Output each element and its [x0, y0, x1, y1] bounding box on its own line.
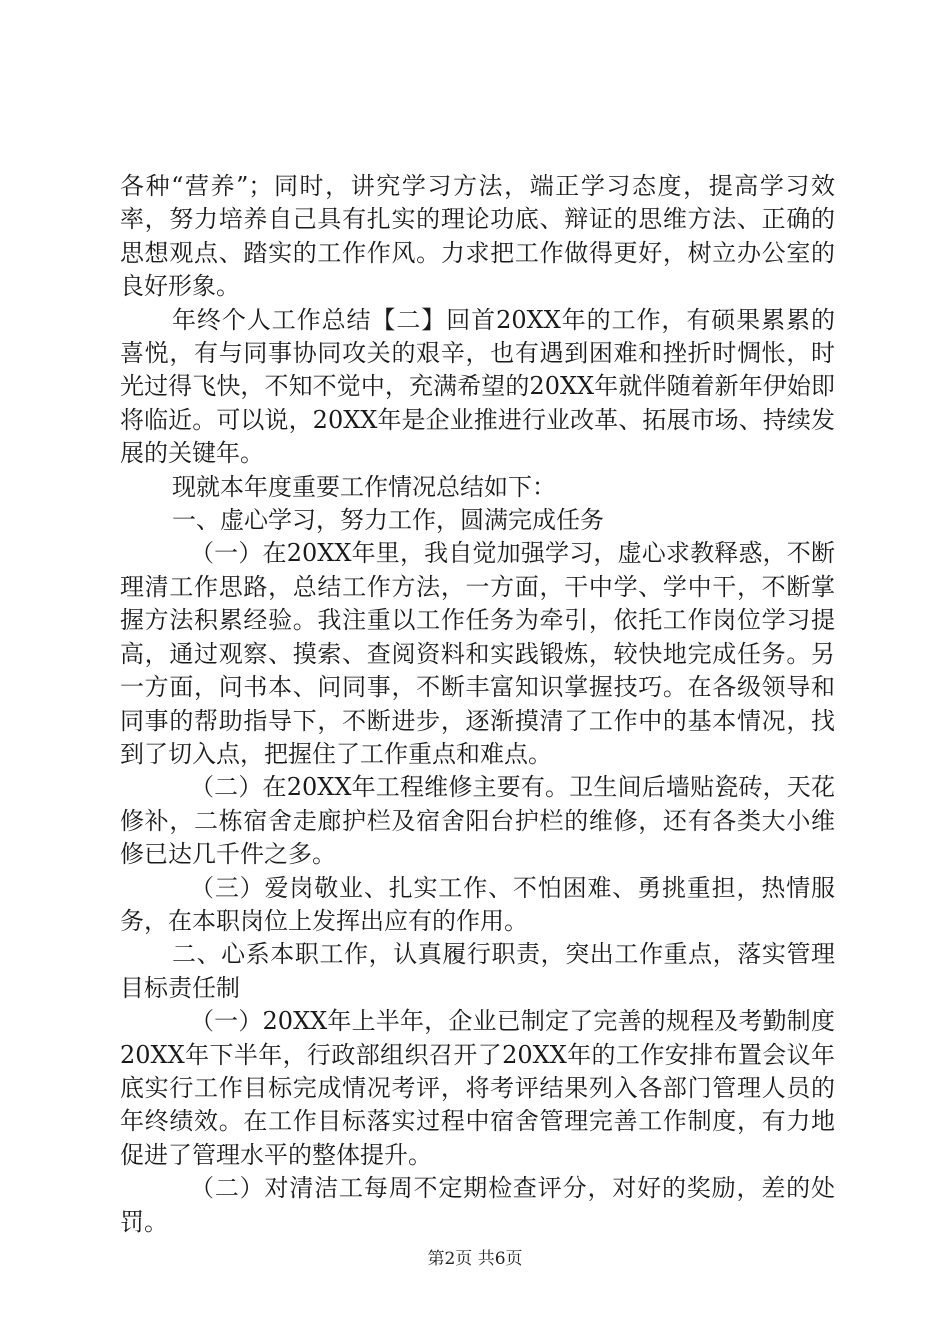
paragraph-section-one-item-three: （三）爱岗敬业、扎实工作、不怕困难、勇挑重担，热情服务，在本职岗位上发挥出应有的作用。 [120, 873, 835, 935]
paragraph-section-two-item-two: （二）对清洁工每周不定期检查评分，对好的奖励，差的处罚。 [120, 1174, 835, 1236]
paragraph-section-one-item-one: （一）在20XX年里，我自觉加强学习，虚心求教释惑，不断理清工作思路，总结工作方法，一方面，干中学、学中干，不断掌握方法积累经验。我注重以工作任务为牵引，依托工作岗位学习提高，通过观察、摸索、查阅资料和实践锻炼，较快地完成任务。另一方面，问书本、问同事，不断丰富知识掌握技巧。在各级领导和同事的帮助指导下，不断进步，逐渐摸清了工作中的基本情况，找到了切入点，把握住了工作重点和难点。 [120, 539, 835, 768]
paragraph-section-two-item-one: （一）20XX年上半年，企业已制定了完善的规程及考勤制度20XX年下半年，行政部组织召开了20XX年的工作安排布置会议年底实行工作目标完成情况考评，将考评结果列入各部门管理人员的年终绩效。在工作目标落实过程中宿舍管理完善工作制度，有力地促进了管理水平的整体提升。 [120, 1007, 835, 1169]
heading-section-one: 一、虚心学习，努力工作，圆满完成任务 [172, 506, 604, 535]
paragraph-nutrition-continuation: 各种“营养”；同时，讲究学习方法，端正学习态度，提高学习效率，努力培养自己具有扎实的理论功底、辩证的思维方法、正确的思想观点、踏实的工作作风。力求把工作做得更好，树立办公室的良好形象。 [120, 172, 835, 301]
paragraph-summary-two-intro: 年终个人工作总结【二】回首20XX年的工作，有硕果累累的喜悦，有与同事协同攻关的艰辛，也有遇到困难和挫折时惆怅，时光过得飞快，不知不觉中，充满希望的20XX年就伴随着新年伊始即将临近。可以说，20XX年是企业推进行业改革、拓展市场、持续发展的关键年。 [120, 305, 835, 468]
heading-section-two: 二、心系本职工作，认真履行职责，突出工作重点，落实管理目标责任制 [120, 940, 835, 1002]
paragraph-section-one-item-two: （二）在20XX年工程维修主要有。卫生间后墙贴瓷砖，天花修补，二栋宿舍走廊护栏及宿舍阳台护栏的维修，还有各类大小维修已达几千件之多。 [120, 773, 835, 869]
paragraph-summary-lead: 现就本年度重要工作情况总结如下： [172, 472, 556, 501]
document-body [120, 170, 835, 1239]
page-number-footer: 第2页 共6页 [427, 1249, 523, 1269]
